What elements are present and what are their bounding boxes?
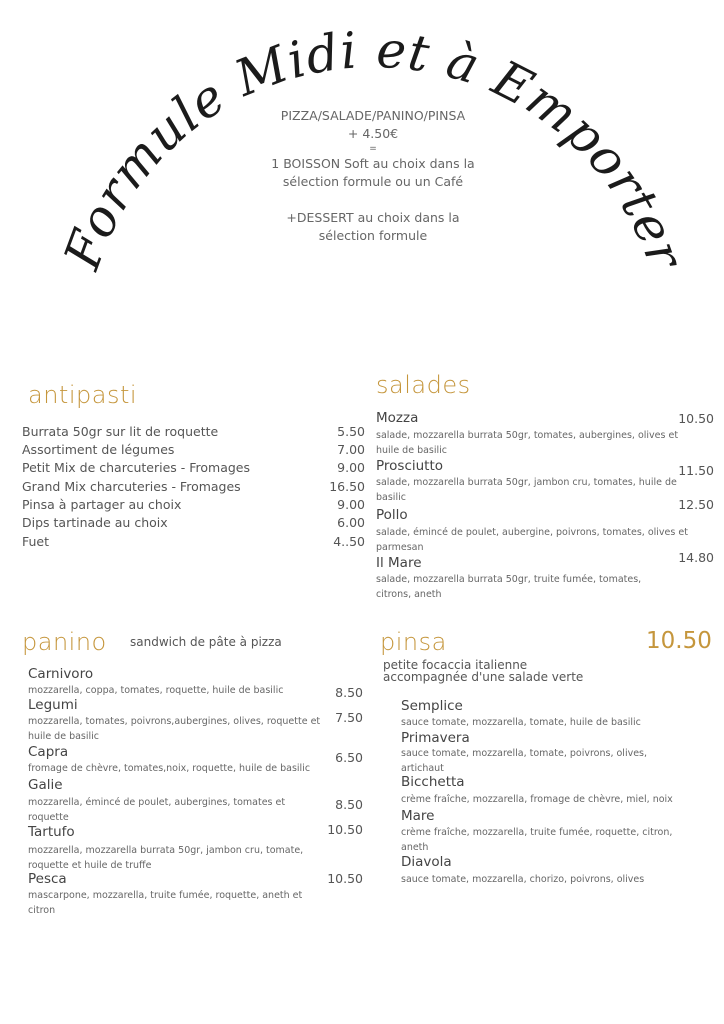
antipasti-item-name: Assortiment de légumes: [22, 442, 175, 457]
salade-item-desc: salade, mozzarella burrata 50gr, jambon cru, tomates, huile de basilic: [376, 477, 677, 503]
panino-item-name: Pesca: [28, 871, 67, 887]
salade-item-name: Prosciutto: [376, 458, 444, 474]
formula-block: [250, 107, 496, 245]
antipasti-item-name: Petit Mix de charcuteries - Fromages: [22, 460, 251, 475]
formula-line: + 4.50€: [347, 126, 399, 141]
pinsa-item-desc: crème fraîche, mozzarella, truite fumée, roquette, citron, aneth: [401, 827, 673, 853]
formula-line: =: [369, 144, 377, 154]
panino-item-desc: mascarpone, mozzarella, truite fumée, roquette, aneth et citron: [28, 890, 303, 916]
antipasti-item-price: 4..50: [333, 534, 365, 549]
pinsa-item-name: Mare: [401, 808, 435, 824]
salade-item-desc: salade, mozzarella burrata 50gr, truite fumée, tomates, citrons, aneth: [376, 574, 642, 600]
panino-item-name: Legumi: [28, 697, 78, 713]
panino-item-price: 10.50: [327, 871, 363, 886]
panino-item-name: Capra: [28, 744, 69, 760]
antipasti-item-price: 16.50: [329, 479, 365, 494]
antipasti-title: antipasti: [28, 381, 138, 409]
antipasti-item-name: Grand Mix charcuteries - Fromages: [22, 479, 241, 494]
panino-item-desc: mozzarella, émincé de poulet, aubergines, tomates et roquette: [28, 797, 286, 823]
antipasti-item-price: 6.00: [337, 515, 365, 530]
salade-item-price: 10.50: [678, 411, 714, 426]
salade-item-name: Il Mare: [376, 555, 422, 571]
pinsa-item-name: Diavola: [401, 854, 452, 870]
menu-title-text: Formule Midi et à Emporter: [53, 20, 696, 277]
panino-item-desc: fromage de chèvre, tomates,noix, roquette, huile de basilic: [28, 763, 311, 774]
pinsa-title: pinsa: [380, 628, 447, 656]
panino-item-name: Galie: [28, 777, 63, 793]
pinsa-subtitle: accompagnée d'une salade verte: [383, 670, 584, 684]
panino-item-price: 7.50: [335, 710, 363, 725]
antipasti-item-name: Burrata 50gr sur lit de roquette: [22, 424, 219, 439]
antipasti-item-name: Fuet: [22, 534, 50, 549]
pinsa-item-name: Semplice: [401, 698, 463, 714]
pinsa-item-desc: sauce tomate, mozzarella, tomate, poivrons, olives, artichaut: [401, 748, 648, 774]
antipasti-item-price: 9.00: [337, 460, 365, 475]
salade-item-name: Mozza: [376, 410, 419, 426]
formula-line: 1 BOISSON Soft au choix dans la: [271, 156, 475, 171]
pinsa-item-name: Bicchetta: [401, 774, 465, 790]
salade-item-name: Pollo: [376, 507, 408, 523]
pinsa-subtitle: petite focaccia italienne: [383, 658, 528, 672]
panino-item-desc: mozzarella, coppa, tomates, roquette, huile de basilic: [28, 685, 284, 696]
formula-line: sélection formule ou un Café: [282, 174, 464, 189]
pinsa-item-desc: crème fraîche, mozzarella, fromage de chèvre, miel, noix: [401, 794, 673, 805]
panino-item-desc: mozzarella, mozzarella burrata 50gr, jambon cru, tomate, roquette et huile de truffe: [28, 845, 304, 871]
panino-item-price: 10.50: [327, 822, 363, 837]
pinsa-item-name: Primavera: [401, 730, 470, 746]
panino-item-price: 8.50: [335, 685, 363, 700]
formula-line: sélection formule: [318, 228, 428, 243]
antipasti-item-price: 5.50: [337, 424, 365, 439]
panino-item-name: Tartufo: [28, 824, 75, 840]
panino-title: panino: [22, 628, 107, 656]
antipasti-item-price: 7.00: [337, 442, 365, 457]
panino-item-price: 6.50: [335, 750, 363, 765]
panino-item-price: 8.50: [335, 797, 363, 812]
panino-subtitle: sandwich de pâte à pizza: [130, 635, 282, 649]
panino-item-desc: mozzarella, tomates, poivrons,aubergines, olives, roquette et huile de basilic: [28, 716, 321, 742]
salade-item-price: 14.80: [678, 550, 714, 565]
antipasti-item-name: Pinsa à partager au choix: [22, 497, 182, 512]
salade-item-desc: salade, mozzarella burrata 50gr, tomates, aubergines, olives et huile de basilic: [376, 430, 679, 456]
salades-title: salades: [376, 371, 471, 399]
formula-line: PIZZA/SALADE/PANINO/PINSA: [280, 108, 466, 123]
salade-item-price: 12.50: [678, 497, 714, 512]
salade-item-desc: salade, émincé de poulet, aubergine, poivrons, tomates, olives et parmesan: [376, 527, 688, 553]
pinsa-item-desc: sauce tomate, mozzarella, tomate, huile de basilic: [401, 717, 641, 728]
pinsa-item-desc: sauce tomate, mozzarella, chorizo, poivrons, olives: [401, 874, 645, 885]
salade-item-price: 11.50: [678, 463, 714, 478]
pinsa-price: 10.50: [646, 628, 712, 654]
panino-item-name: Carnivoro: [28, 666, 94, 682]
antipasti-item-price: 9.00: [337, 497, 365, 512]
antipasti-item-name: Dips tartinade au choix: [22, 515, 168, 530]
formula-line: +DESSERT au choix dans la: [286, 210, 460, 225]
